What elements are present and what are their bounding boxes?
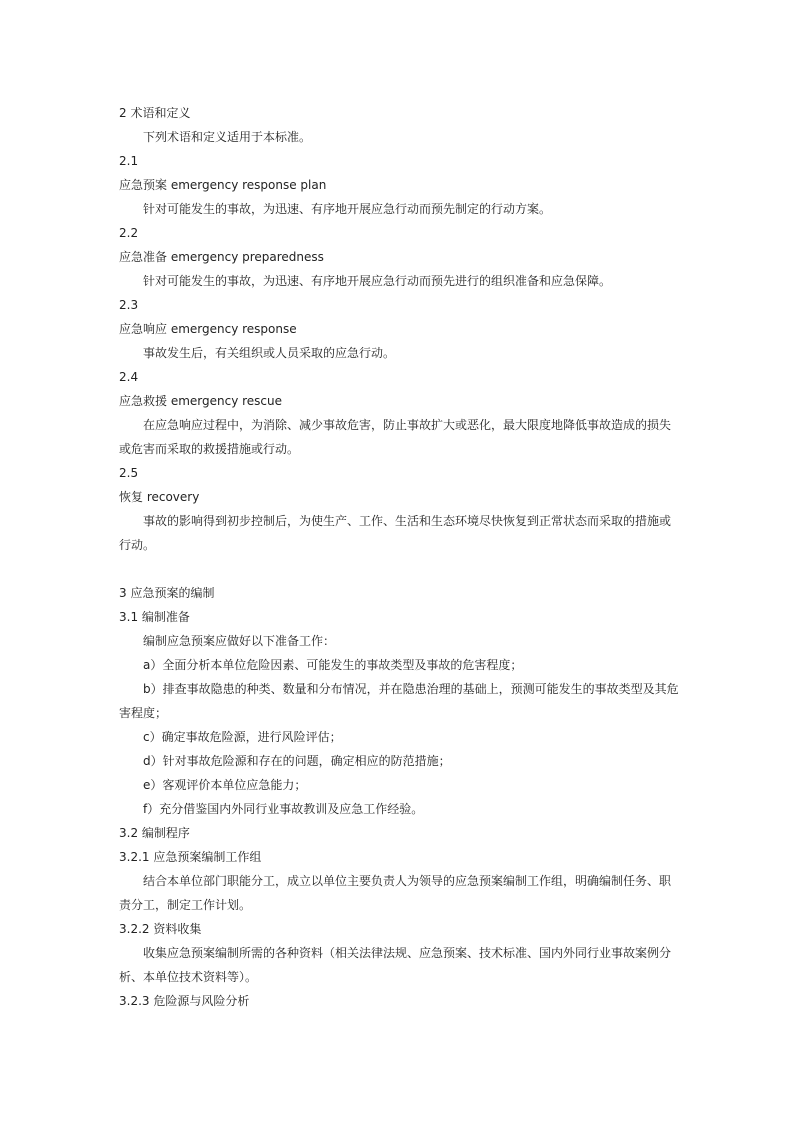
term-definition: 事故发生后，有关组织或人员采取的应急行动。 (143, 346, 396, 360)
section-3-heading: 3 应急预案的编制 (119, 586, 215, 600)
term-definition: 针对可能发生的事故，为迅速、有序地开展应急行动而预先制定的行动方案。 (143, 202, 552, 216)
subsubsection-heading: 3.2.1 应急预案编制工作组 (119, 850, 262, 864)
term-title: 恢复 recovery (119, 490, 200, 504)
term-number: 2.4 (119, 370, 139, 384)
term-number: 2.3 (119, 298, 139, 312)
list-item: c）确定事故危险源，进行风险评估； (143, 730, 342, 744)
term-title: 应急救援 emergency rescue (119, 394, 283, 408)
paragraph-continued: 析、本单位技术资料等）。 (119, 970, 258, 984)
subsection-heading: 3.1 编制准备 (119, 610, 190, 624)
term-definition: 针对可能发生的事故，为迅速、有序地开展应急行动而预先进行的组织准备和应急保障。 (143, 274, 612, 288)
term-definition-continued: 或危害而采取的救援措施或行动。 (119, 442, 300, 456)
term-title: 应急准备 emergency preparedness (119, 250, 324, 264)
section-2-intro: 下列术语和定义适用于本标准。 (143, 130, 312, 144)
paragraph: 编制应急预案应做好以下准备工作： (143, 634, 336, 648)
term-title: 应急预案 emergency response plan (119, 178, 327, 192)
paragraph-continued: 责分工，制定工作计划。 (119, 898, 252, 912)
term-number: 2.5 (119, 466, 139, 480)
section-2-heading: 2 术语和定义 (119, 106, 191, 120)
list-item: e）客观评价本单位应急能力； (143, 778, 307, 792)
term-number: 2.1 (119, 154, 139, 168)
term-title: 应急响应 emergency response (119, 322, 297, 336)
subsection-heading: 3.2 编制程序 (119, 826, 190, 840)
list-item: b）排查事故隐患的种类、数量和分布情况，并在隐患治理的基础上，预测可能发生的事故类型及其危 (143, 682, 679, 696)
paragraph: 收集应急预案编制所需的各种资料（相关法律法规、应急预案、技术标准、国内外同行业事故案例分 (143, 946, 672, 960)
term-definition: 事故的影响得到初步控制后，为使生产、工作、生活和生态环境尽快恢复到正常状态而采取的措施或 (143, 514, 672, 528)
term-definition-continued: 行动。 (119, 538, 156, 552)
list-item-continued: 害程度； (119, 706, 168, 720)
subsubsection-heading: 3.2.2 资料收集 (119, 922, 202, 936)
list-item: f）充分借鉴国内外同行业事故教训及应急工作经验。 (143, 802, 424, 816)
term-number: 2.2 (119, 226, 139, 240)
document-body (119, 101, 677, 1013)
subsubsection-heading: 3.2.3 危险源与风险分析 (119, 994, 250, 1008)
term-definition: 在应急响应过程中，为消除、减少事故危害，防止事故扩大或恶化，最大限度地降低事故造成的损失 (143, 418, 672, 432)
section-spacer (119, 557, 677, 581)
list-item: d）针对事故危险源和存在的问题，确定相应的防范措施； (143, 754, 451, 768)
list-item: a）全面分析本单位危险因素、可能发生的事故类型及事故的危害程度； (143, 658, 523, 672)
paragraph: 结合本单位部门职能分工，成立以单位主要负责人为领导的应急预案编制工作组，明确编制任务、职 (143, 874, 672, 888)
